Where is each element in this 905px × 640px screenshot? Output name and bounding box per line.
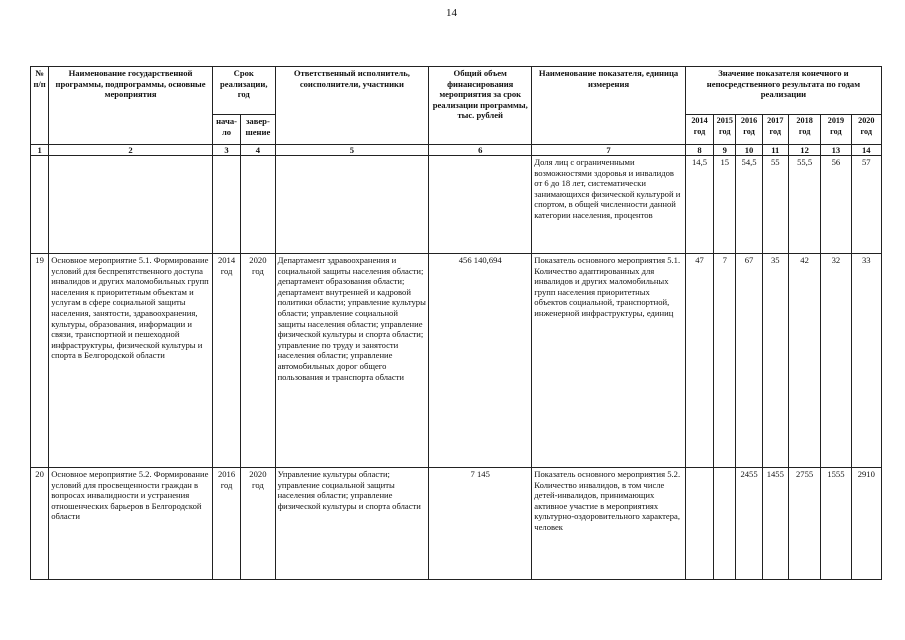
cell-indicator: Показатель основного мероприятия 5.1. Количество адаптированных для инвалидов и других маломобильных групп населения приоритетных объектов социальной, транспортной, инженерной инфраструктуры, единиц [532,254,686,468]
cell-value: 57 [851,156,881,254]
table-row [31,254,882,468]
cell-name: Основное мероприятие 5.2. Формирование условий для просвещенности граждан в вопросах инвалидности и устранения отношенческих барьеров в Белгородской области [49,468,213,580]
cell-start [212,156,240,254]
cell-value: 15 [714,156,736,254]
cell-indicator: Доля лиц с ограниченными возможностями здоровья и инвалидов от 6 до 18 лет, систематически занимающихся физической культурой и спортом, в общей численности данной категории населения, процентов [532,156,686,254]
cell-value: 32 [821,254,851,468]
header-no: № п/п [31,67,49,145]
header-executor: Ответственный исполнитель, соисполнители, участники [275,67,429,145]
column-number: 2 [49,145,213,156]
cell-value: 55,5 [788,156,820,254]
column-number: 3 [212,145,240,156]
cell-end: 2020 год [241,468,275,580]
cell-name: Основное мероприятие 5.1. Формирование условий для беспрепятственного доступа инвалидов и других маломобильных групп населения к приоритетным объектам и услугам в сфере социальной защиты населения, занятости, здравоохранения, культуры, образования, информации и связи, транспортной и пешеходной инфраструктуры, физической культуры и спорта в Белгородской области [49,254,213,468]
header-term: Срок реализации, год [212,67,275,115]
header-values: Значение показателя конечного и непосредственного результата по годам реализации [685,67,881,115]
cell-value: 1555 [821,468,851,580]
cell-value: 2755 [788,468,820,580]
cell-value [714,468,736,580]
header-year: 2016 год [736,115,762,145]
column-number: 10 [736,145,762,156]
cell-value: 33 [851,254,881,468]
column-number: 9 [714,145,736,156]
header-name: Наименование государственной программы, подпрограммы, основные мероприятия [49,67,213,145]
cell-value: 1455 [762,468,788,580]
header-year: 2017 год [762,115,788,145]
header-indicator: Наименование показателя, единица измерения [532,67,686,145]
column-number: 13 [821,145,851,156]
column-number: 4 [241,145,275,156]
cell-value: 2910 [851,468,881,580]
cell-value: 2455 [736,468,762,580]
header-year: 2018 год [788,115,820,145]
column-number: 6 [429,145,532,156]
header-year: 2015 год [714,115,736,145]
column-number: 14 [851,145,881,156]
table-row [31,156,882,254]
cell-funding [429,156,532,254]
cell-start: 2016 год [212,468,240,580]
column-number: 1 [31,145,49,156]
header-end: завер-шение [241,115,275,145]
cell-value [685,468,713,580]
cell-funding: 7 145 [429,468,532,580]
cell-no: 20 [31,468,49,580]
cell-value: 55 [762,156,788,254]
cell-end: 2020 год [241,254,275,468]
cell-value: 67 [736,254,762,468]
cell-executor: Департамент здравоохранения и социальной защиты населения области; департамент образования области; департамент внутренней и кадровой политики области; управление культуры области; управление социальной защиты населения области; управление физической культуры и спорта области; управление по труду и занятости населения области; управление автомобильных дорог общего пользования и транспорта области [275,254,429,468]
cell-value: 35 [762,254,788,468]
header-funding: Общий объем финансирования мероприятия за срок реализации программы, тыс. рублей [429,67,532,145]
header-year: 2020 год [851,115,881,145]
cell-no: 19 [31,254,49,468]
cell-value: 7 [714,254,736,468]
cell-value: 14,5 [685,156,713,254]
cell-value: 54,5 [736,156,762,254]
column-number: 7 [532,145,686,156]
cell-executor [275,156,429,254]
header-year: 2014 год [685,115,713,145]
column-number: 12 [788,145,820,156]
cell-indicator: Показатель основного мероприятия 5.2. Количество инвалидов, в том числе детей-инвалидов, принимающих активное участие в мероприятиях культурно-оздоровительного характера, человек [532,468,686,580]
program-table [30,66,882,580]
cell-executor: Управление культуры области; управление социальной защиты населения области; управление физической культуры и спорта области [275,468,429,580]
cell-value: 56 [821,156,851,254]
cell-start: 2014 год [212,254,240,468]
cell-name [49,156,213,254]
header-start: нача-ло [212,115,240,145]
table-row [31,468,882,580]
cell-end [241,156,275,254]
column-number: 5 [275,145,429,156]
column-number: 8 [685,145,713,156]
cell-value: 42 [788,254,820,468]
header-year: 2019 год [821,115,851,145]
cell-value: 47 [685,254,713,468]
cell-no [31,156,49,254]
cell-funding: 456 140,694 [429,254,532,468]
column-number: 11 [762,145,788,156]
page-number: 14 [446,7,457,19]
